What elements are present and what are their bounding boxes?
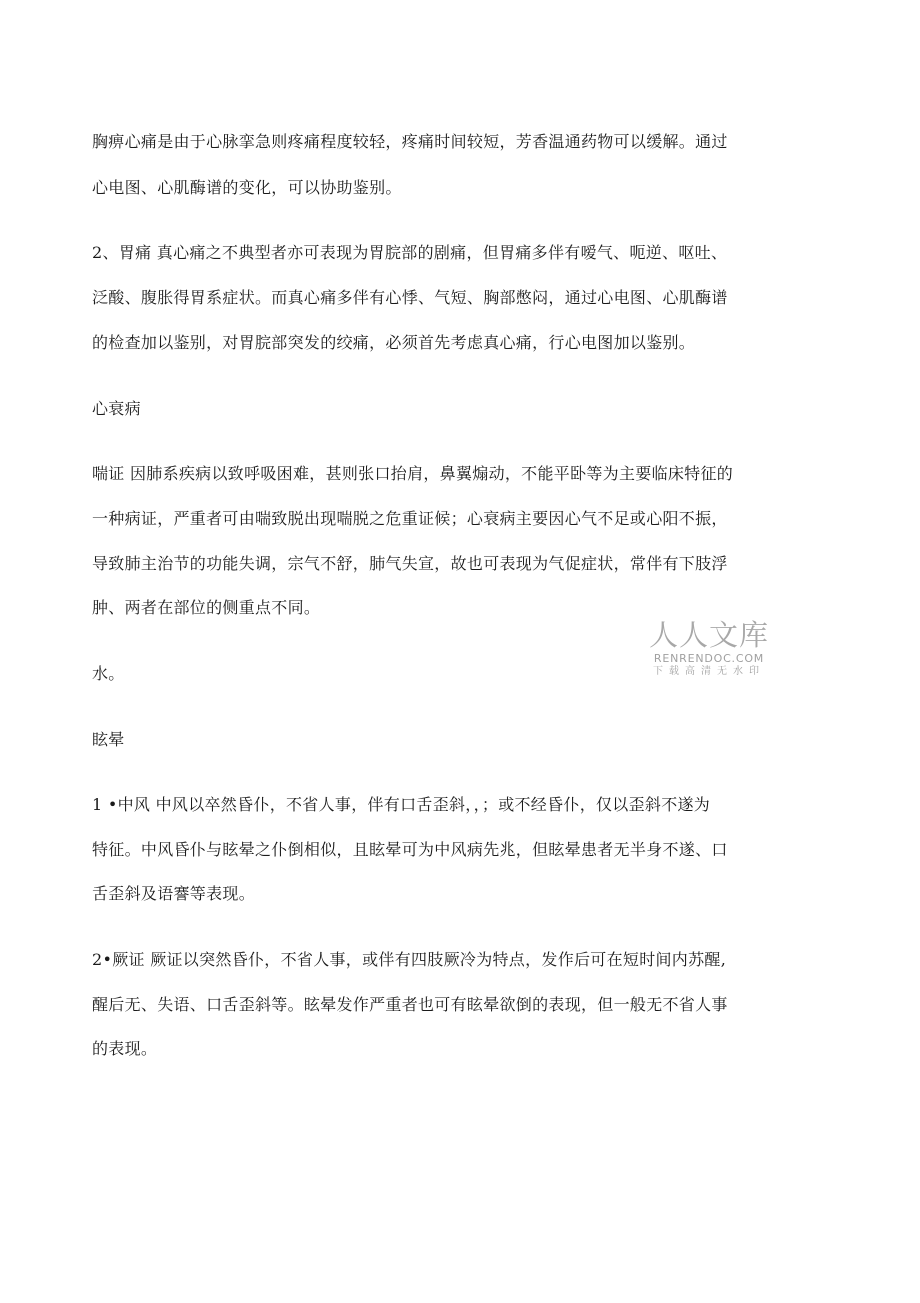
watermark-logo: [646, 618, 772, 679]
text-line: 泛酸、腹胀得胃系症状。而真心痛多伴有心悸、气短、胸部憋闷，通过心电图、心肌酶谱: [92, 288, 728, 307]
watermark-domain: RENRENDOC.COM: [653, 652, 765, 665]
text-line: 导致肺主治节的功能失调，宗气不舒，肺气失宣，故也可表现为气促症状，常伴有下肢浮: [92, 554, 728, 573]
text-line: 喘证 因肺系疾病以致呼吸困难，甚则张口抬肩，鼻翼煽动，不能平卧等为主要临床特征的: [92, 464, 734, 483]
text-line: 特征。中风昏仆与眩晕之仆倒相似，且眩晕可为中风病先兆，但眩晕患者无半身不遂、口: [92, 840, 728, 859]
text-line: 的检查加以鉴别，对胃脘部突发的绞痛，必须首先考虑真心痛，行心电图加以鉴别。: [92, 333, 696, 352]
text-line: 2•厥证 厥证以突然昏仆，不省人事，或伴有四肢厥冷为特点，发作后可在短时间内苏醒,: [92, 950, 727, 969]
text-line: 1 •中风 中风以卒然昏仆，不省人事，伴有口舌歪斜，，；或不经昏仆，仅以歪斜不遂为: [92, 795, 711, 814]
watermark-title: 人人文库: [648, 618, 769, 652]
text-line: 醒后无、失语、口舌歪斜等。眩晕发作严重者也可有眩晕欲倒的表现，但一般无不省人事: [92, 995, 728, 1014]
text-line: 胸痹心痛是由于心脉挛急则疼痛程度较轻，疼痛时间较短，芳香温通药物可以缓解。通过: [92, 132, 728, 151]
text-line: 2、胃痛 真心痛之不典型者亦可表现为胃脘部的剧痛，但胃痛多伴有嗳气、呃逆、呕吐、: [92, 243, 728, 262]
section-heading: 心衰病: [92, 399, 141, 418]
section-heading: 眩晕: [92, 730, 125, 749]
text-line: 心电图、心肌酶谱的变化，可以协助鉴别。: [92, 178, 402, 197]
text-line: 舌歪斜及语謇等表现。: [92, 884, 256, 903]
text-line: 一种病证，严重者可由喘致脱出现喘脱之危重证候；心衰病主要因心气不足或心阳不振，: [92, 509, 728, 528]
text-line: 水。: [92, 664, 125, 683]
watermark-slogan: 下载高清无水印: [653, 666, 765, 677]
text-line: 的表现。: [92, 1039, 158, 1058]
text-line: 肿、两者在部位的侧重点不同。: [92, 598, 321, 617]
